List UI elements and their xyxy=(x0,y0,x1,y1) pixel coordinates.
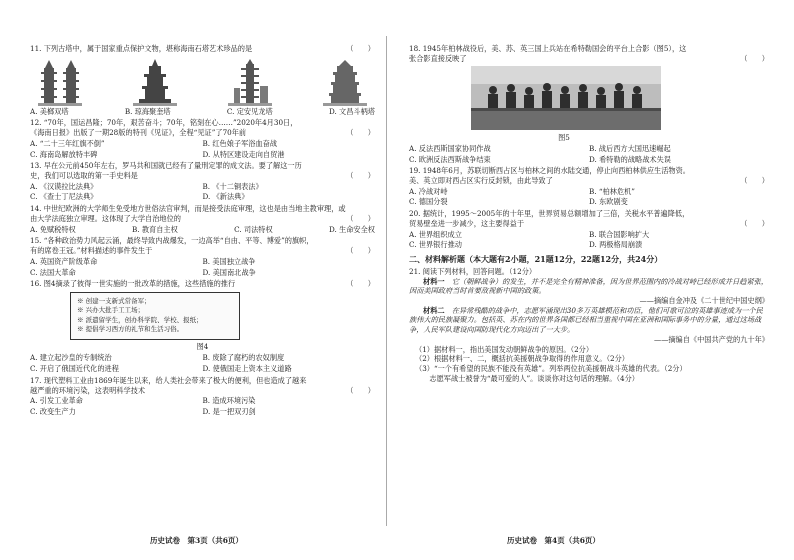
question-12 xyxy=(30,118,375,159)
question-18 xyxy=(409,44,769,164)
option-a: A. 冷战对峙 xyxy=(409,186,448,196)
pagoda-image-d xyxy=(323,58,367,106)
option-c: C. 改变生产力 xyxy=(30,406,76,416)
question-15 xyxy=(30,236,375,277)
option-d: D. 文昌斗柄塔 xyxy=(328,106,375,116)
option-d: D. 两极格局崩溃 xyxy=(589,240,643,250)
option-b: B. 琼海聚奎塔 xyxy=(124,106,171,116)
right-column xyxy=(409,44,769,385)
options xyxy=(30,257,375,277)
option-d: D. 生命安全权 xyxy=(328,224,375,234)
sub-question: 志愿军战士被誉为“最可爱的人”。谈谈你对这句话的理解。（4分） xyxy=(415,373,639,383)
option-d: D. 东欧剧变 xyxy=(589,197,628,207)
question-stem-line: 13. 早在公元前450年左右，罗马共和国就已经有了量刑定罪的成文法。要了解这一历 xyxy=(30,161,302,171)
option-b: B. 《十二铜表法》 xyxy=(202,181,263,191)
option-d: D. 从特区建设走向自贸港 xyxy=(202,149,285,159)
option-c: C. 欧洲反法西斯战争结束 xyxy=(409,154,491,164)
option-a: A. 建立起沙皇的专制统治 xyxy=(30,353,112,363)
notice-line: ※ 创建一支新式常备军； xyxy=(77,296,151,305)
question-19 xyxy=(409,166,769,207)
answer-parens: （ ） xyxy=(740,218,769,228)
material-one xyxy=(409,277,769,296)
question-17 xyxy=(30,376,375,417)
question-stem-line: 张合影直接反映了 xyxy=(409,53,467,63)
material-source: ——摘编自《中国共产党的九十年》 xyxy=(653,334,769,344)
question-21 xyxy=(409,267,769,384)
option-b: B. 教育自主权 xyxy=(132,224,178,234)
pagoda-image-b xyxy=(133,58,177,106)
question-stem-line: 12. “70年，国运昌隆；70年，艰苦奋斗；70年，铭刻在心……”2020年4月30日， xyxy=(30,118,298,128)
option-a: A. “二十三年红旗不倒” xyxy=(30,138,105,148)
options xyxy=(30,353,375,373)
option-a: A. 英国资产阶级革命 xyxy=(30,256,98,266)
material-label: 材料一 xyxy=(423,276,445,286)
answer-parens: （ ） xyxy=(346,279,375,289)
options xyxy=(30,182,375,202)
material-text: 在异常残酷的战争中，志愿军涌现出30多万英雄模范和功臣，他们可歌可泣的英雄事迹成为一个民族伟大的民族凝聚力。包括英、苏在内的世界各国都已经相当重视中国在亚洲和国际事务中的分量，通过这场战争，人民军队建设向国防现代化方向迈出了一大步。 xyxy=(409,305,763,335)
material-two xyxy=(409,306,769,335)
notice-line: ※ 派遣留学生，创办科学院、学校、报纸； xyxy=(77,315,203,324)
question-11 xyxy=(30,44,375,116)
answer-parens: （ ） xyxy=(740,176,769,186)
section-title: 二、材料解析题（本大题有2小题，21题12分，22题12分，共24分） xyxy=(409,254,663,265)
option-a: A. 《汉谟拉比法典》 xyxy=(30,181,98,191)
answer-parens: （ ） xyxy=(346,171,375,181)
option-d: D. 美国南北战争 xyxy=(202,267,256,277)
option-d: D. 使俄国走上资本主义道路 xyxy=(202,364,292,374)
option-c: C. 法国大革命 xyxy=(30,267,76,277)
question-stem-line: 14. 中世纪欧洲的大学师生免受地方世俗法官审判，而是接受法庭审理，这也是由当地主教审理，或 xyxy=(30,204,346,214)
question-14 xyxy=(30,204,375,234)
option-b: B. 红色娘子军浴血奋战 xyxy=(202,138,278,148)
answer-parens: （ ） xyxy=(346,44,375,53)
question-stem-line: 越严重的环境污染，这表明科学技术 xyxy=(30,385,146,395)
notice-line: ※ 兴办大批手工工场； xyxy=(77,306,145,315)
material-label: 材料二 xyxy=(423,305,445,315)
pagoda-image-a xyxy=(38,58,82,106)
option-b: B. 联合国影响扩大 xyxy=(589,229,650,239)
page-divider xyxy=(386,36,387,526)
options xyxy=(409,144,769,164)
figure-caption: 图5 xyxy=(558,133,570,143)
question-stem: 11. 下列古塔中，属于国家重点保护文物，堪称海南石塔艺术珍品的是 xyxy=(30,44,253,53)
option-b: B. 造成环境污染 xyxy=(202,396,256,406)
option-c: C. 德国分裂 xyxy=(409,197,448,207)
answer-parens: （ ） xyxy=(346,128,375,138)
option-a: A. 美榔双塔 xyxy=(30,106,69,116)
option-c: C. 世界银行推动 xyxy=(409,240,462,250)
options xyxy=(30,107,375,117)
sub-question: （2）根据材料一、二，概括抗美援朝战争取得的作用意义。（2分） xyxy=(415,354,629,364)
pagoda-figures xyxy=(38,56,367,106)
question-stem-line: 19. 1948年6月，苏联切断西占区与柏林之间的水陆交通，停止向西柏林供应生活物资。 xyxy=(409,166,690,176)
question-13 xyxy=(30,161,375,202)
question-stem-line: 有的席卷王冠。”材料描述的事件发生于 xyxy=(30,246,153,256)
options xyxy=(409,187,769,207)
options xyxy=(30,139,375,159)
page-footer: 历史试卷 第4页（共6页） xyxy=(507,535,600,545)
option-c: C. 海南岛解放特丰碑 xyxy=(30,149,98,159)
question-intro: 21. 阅读下列材料，回答问题。（12分） xyxy=(409,266,537,276)
soldiers-photo xyxy=(471,66,661,130)
page-footer: 历史试卷 第3页（共6页） xyxy=(150,535,243,545)
option-a: A. 世界组织成立 xyxy=(409,229,462,239)
question-stem-line: 《海南日报》出版了一期28版的特刊《见证》，全程“见证”了70年前 xyxy=(30,128,247,138)
question-stem: 16. 图4摘录了彼得一世实施的一批改革的措施，这些措施的推行 xyxy=(30,279,236,289)
answer-parens: （ ） xyxy=(740,53,769,63)
option-b: B. 废除了腐朽的农奴制度 xyxy=(202,353,285,363)
question-stem-line: 15. “各种政治势力风起云涌，最终导致内战爆发，一边高举“自由、平等、博爱”的旗帜， xyxy=(30,236,314,246)
option-d: D. 希特勒的战略战术失误 xyxy=(589,154,671,164)
option-d: D. 《新法典》 xyxy=(202,192,249,202)
question-stem-line: 由大学法庭独立审理。这体现了大学自治地位的 xyxy=(30,213,181,223)
question-stem-line: 17. 现代塑料工业由1869年诞生以来，给人类社会带来了极大的便利，但也造成了越来 xyxy=(30,375,307,385)
question-16 xyxy=(30,279,375,374)
material-source: ——摘编自金冲及《二十世纪中国史纲》 xyxy=(639,296,769,306)
option-c: C. 《查士丁尼法典》 xyxy=(30,192,98,202)
option-a: A. 反法西斯国家协同作战 xyxy=(409,143,491,153)
option-c: C. 定安见龙塔 xyxy=(226,106,273,116)
option-c: C. 开启了俄国近代化的进程 xyxy=(30,364,119,374)
answer-parens: （ ） xyxy=(346,385,375,395)
sub-question: （1）据材料一，指出美国发动朝鲜战争的原因。（2分） xyxy=(415,344,594,354)
option-b: B. 战后西方大国迅速崛起 xyxy=(589,143,671,153)
question-stem-line: 18. 1945年柏林战役后，美、苏、英三国上兵站在希特勒国会的平台上合影（图5），这 xyxy=(409,44,687,53)
options xyxy=(30,396,375,416)
question-20 xyxy=(409,209,769,250)
option-b: B. 美国独立战争 xyxy=(202,256,256,266)
option-d: D. 是一把双刃剑 xyxy=(202,406,256,416)
sub-question: （3）“一个有希望的民族不能没有英雄”。列举两位抗美援朝战斗英雄的代表。（2分） xyxy=(415,364,687,374)
material-text: 它（朝鲜战争）的发生，并不是完全有精神准备，因为世界范围内的冷战对峙已经形成并日趋紧张，因而美国政府当时首要敌视新中国的政策。 xyxy=(409,276,769,296)
left-column xyxy=(30,44,375,419)
question-stem-line: 贸易壁垒进一步减少，这主要得益于 xyxy=(409,218,525,228)
question-stem-line: 史，我们可以选取的第一手史料是 xyxy=(30,171,138,181)
option-c: C. 司法特权 xyxy=(234,224,273,234)
option-b: B. “柏林危机” xyxy=(589,186,635,196)
figure-caption: 图4 xyxy=(196,341,209,351)
reform-notice-figure xyxy=(70,292,240,340)
question-stem-line: 美、英立即对西占区实行反封锁，由此导致了 xyxy=(409,176,553,186)
options xyxy=(409,230,769,250)
right-page xyxy=(397,0,794,560)
answer-parens: （ ） xyxy=(346,213,375,223)
notice-line: ※ 提倡学习西方的礼节和生活习俗。 xyxy=(77,325,184,334)
answer-parens: （ ） xyxy=(346,246,375,256)
question-stem-line: 20. 据统计，1995～2005年的十年里，世界贸易总额增加了三倍，关税水平普遍降低， xyxy=(409,209,690,219)
option-a: A. 引发工业革命 xyxy=(30,396,83,406)
options xyxy=(30,225,375,235)
option-a: A. 免赋税特权 xyxy=(30,224,76,234)
pagoda-image-c xyxy=(228,58,272,106)
